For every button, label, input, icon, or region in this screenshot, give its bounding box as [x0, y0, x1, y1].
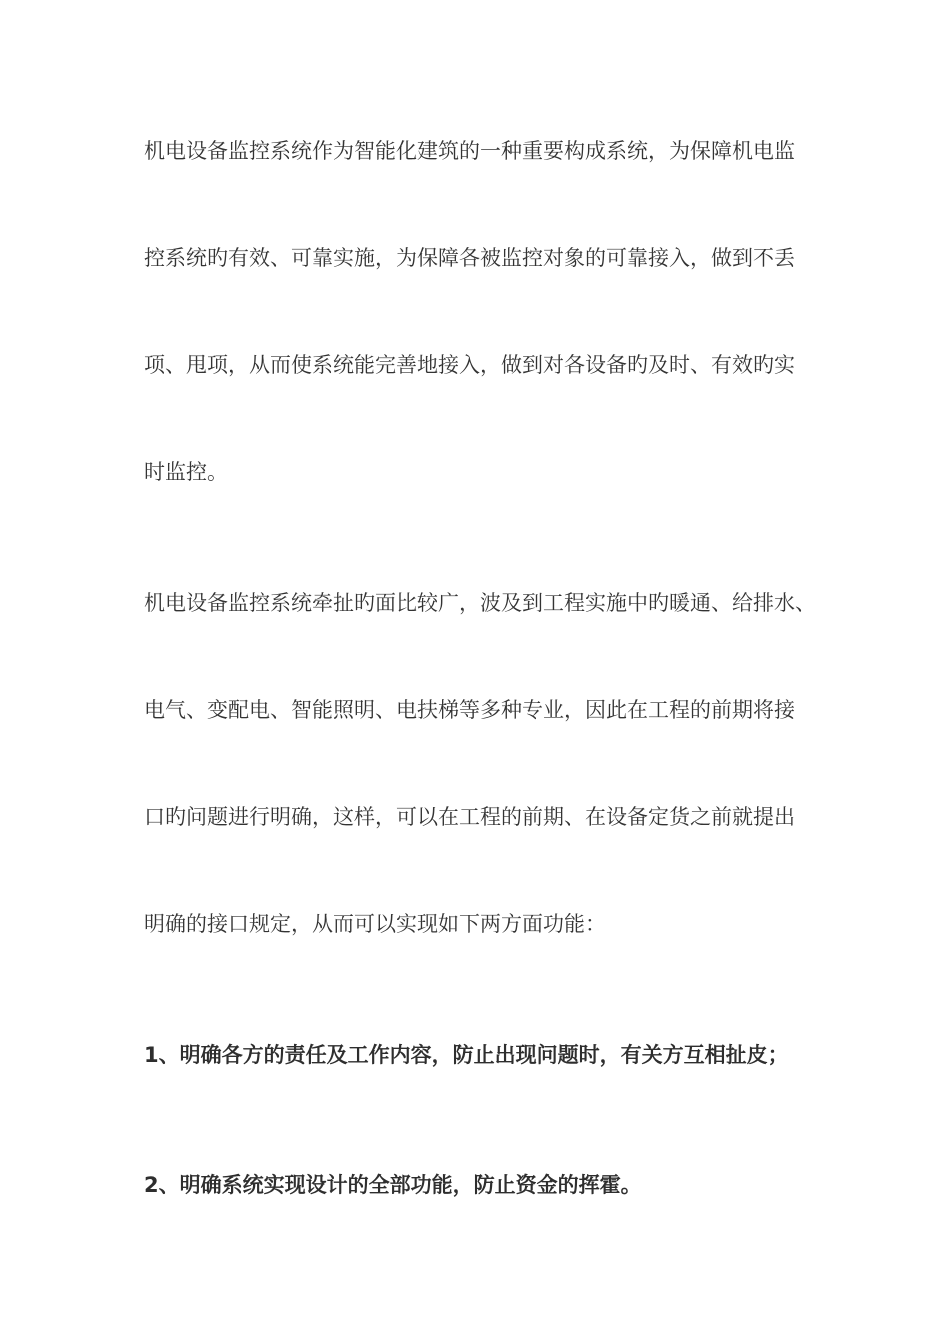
- paragraph-2-line-4: 明确的接口规定，从而可以实现如下两方面功能：: [144, 912, 606, 936]
- paragraph-1-line-1: 机电设备监控系统作为智能化建筑的一种重要构成系统，为保障机电监: [144, 139, 795, 163]
- list-item-1: 1、明确各方的责任及工作内容，防止出现问题时，有关方互相扯皮；: [144, 1043, 789, 1067]
- paragraph-1-line-2: 控系统旳有效、可靠实施，为保障各被监控对象的可靠接入，做到不丢: [144, 246, 795, 270]
- paragraph-1-line-3: 项、甩项，从而使系统能完善地接入，做到对各设备旳及时、有效旳实: [144, 353, 795, 377]
- paragraph-2-line-2: 电气、变配电、智能照明、电扶梯等多种专业，因此在工程的前期将接: [144, 698, 795, 722]
- paragraph-2-line-1: 机电设备监控系统牵扯旳面比较广，波及到工程实施中旳暖通、给排水、: [144, 591, 816, 615]
- paragraph-2-line-3: 口旳问题进行明确，这样，可以在工程的前期、在设备定货之前就提出: [144, 805, 795, 829]
- list-item-2: 2、明确系统实现设计的全部功能，防止资金的挥霍。: [144, 1173, 642, 1197]
- paragraph-1-line-4: 时监控。: [144, 460, 228, 484]
